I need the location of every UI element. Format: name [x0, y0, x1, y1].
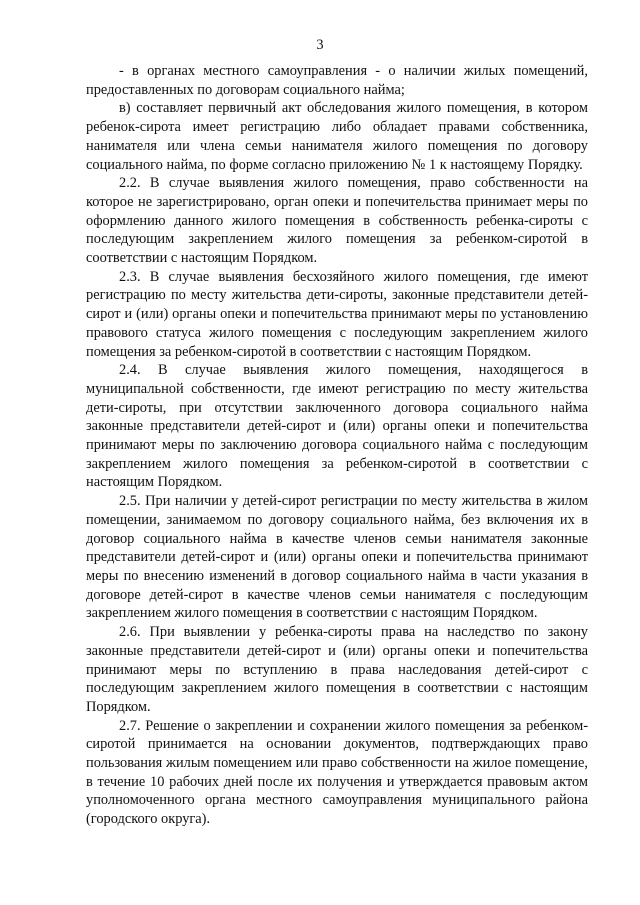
document-body	[86, 62, 588, 829]
paragraph-2-5: 2.5. При наличии у детей-сирот регистрации по месту жительства в жилом помещении, занимаемом по договору социального найма, без включения их в договор социального найма в качестве членов семьи нанимателя законные представители детей-сирот и (или) органы опеки и попечительства принимают меры по внесению изменений в договор социального найма в части указания в договоре детей-сирот в качестве членов семьи нанимателя с последующим закреплением жилого помещения в соответствии с настоящим Порядком.	[86, 493, 588, 622]
paragraph-2-7: 2.7. Решение о закреплении и сохранении жилого помещения за ребенком-сиротой принимается на основании документов, подтверждающих право пользования жилым помещением или право собственности на жилое помещение, в течение 10 рабочих дней после их получения и утверждается правовым актом уполномоченного органа местного самоуправления муниципального района (городского округа).	[86, 717, 588, 828]
paragraph-2-3: 2.3. В случае выявления бесхозяйного жилого помещения, где имеют регистрацию по месту жительства дети-сироты, законные представители детей-сирот и (или) органы опеки и попечительства принимают меры по установлению правового статуса жилого помещения с последующим закреплением жилого помещения за ребенком-сиротой в соответствии с настоящим Порядком.	[86, 268, 588, 360]
paragraph-item-v: в) составляет первичный акт обследования жилого помещения, в котором ребенок-сирота имеет регистрацию либо обладает правами собственника, нанимателя или члена семьи нанимателя жилого помещения по договору социального найма, по форме согласно приложению № 1 к настоящему Порядку.	[86, 100, 588, 173]
paragraph-continuation: - в органах местного самоуправления - о наличии жилых помещений, предоставленных по договорам социального найма;	[86, 63, 588, 98]
paragraph-2-6: 2.6. При выявлении у ребенка-сироты права на наследство по закону законные представители детей-сирот и (или) органы опеки и попечительства принимают меры по вступлению в права наследования детей-сирот с последующим закреплением жилого помещения в соответствии с настоящим Порядком.	[86, 624, 588, 715]
page-number: 3	[316, 37, 324, 53]
paragraph-2-2: 2.2. В случае выявления жилого помещения, право собственности на которое не зарегистрировано, орган опеки и попечительства принимает меры по оформлению данного жилого помещения в собственность ребенка-сироты с последующим закреплением жилого помещения за ребенком-сиротой в соответствии с настоящим Порядком.	[86, 175, 588, 267]
paragraph-2-4: 2.4. В случае выявления жилого помещения, находящегося в муниципальной собственности, где имеют регистрацию по месту жительства дети-сироты, при отсутствии заключенного договора социального найма законные представители детей-сирот и (или) органы опеки и попечительства принимают меры по заключению договора социального найма с последующим закреплением жилого помещения за ребенком-сиротой в соответствии с настоящим Порядком.	[86, 362, 588, 491]
